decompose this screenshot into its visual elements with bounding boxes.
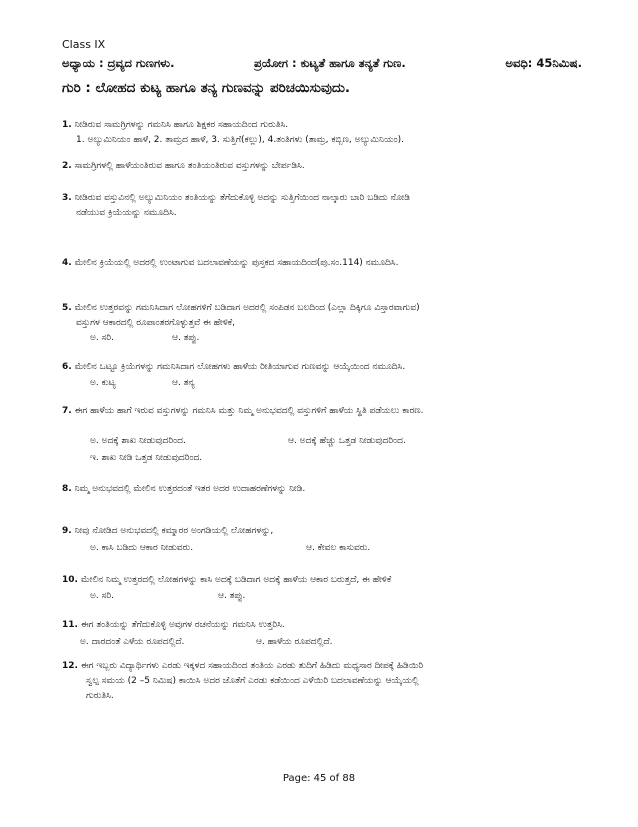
option-c[interactable]: ಇ. ಶಾಖ ನೀಡಿ ಒತ್ತಡ ನೀಡುವುದರಿಂದ. <box>90 453 203 463</box>
question-text: ನೀಡಿರುವ ವಸ್ತುವಿನಲ್ಲಿ ಅಲ್ಯುಮಿನಿಯಂ ತಂತಿಯನ್ನು ತೆಗೆದುಕೊಳ್ಳಿ ಅದನ್ನು ಸುತ್ತಿಗೆಯಿಂದ ನಾಲ್ಕಾರು ಬಾರಿ ಬಡಿದು ನೋಡಿ <box>74 193 410 203</box>
question-text: ಈಗ ಹಾಳೆಯ ಹಾಗೆ ಇರುವ ವಸ್ತುಗಳನ್ನು ಗಮನಿಸಿ ಮತ್ತು ನಿಮ್ಮ ಅನುಭವದಲ್ಲಿ ವಸ್ತುಗಳಿಗೆ ಹಾಳೆಯ ಸ್ಥಿತಿ ಪಡೆಯಲು ಕಾರಣ. <box>74 406 424 416</box>
page-footer: Page: 45 of 88 <box>282 773 356 784</box>
option-a[interactable]: ಅ. ಸರಿ. <box>90 591 115 601</box>
question-continuation: ನಡೆಯುವ ಕ್ರಿಯೆಯನ್ನು ನಮೂದಿಸಿ. <box>76 208 177 218</box>
question-text: ಮೇಲಿನ ಕ್ರಿಯೆಯಲ್ಲಿ ಅದರಲ್ಲಿ ಉಂಟಾಗುವ ಬದಲಾವಣೆಯನ್ನು ಪುಸ್ತಕದ ಸಹಾಯದಿಂದ(ಪು.ಸಂ.114) ನಮೂದಿಸಿ. <box>74 258 399 268</box>
question-continuation: ಗುರುತಿಸಿ. <box>86 691 114 701</box>
option-b[interactable]: ಆ. ತಪ್ಪು. <box>218 591 246 601</box>
question-number: 8. <box>62 484 72 494</box>
option-a[interactable]: ಅ. ಕುಟ್ಯ <box>90 378 116 388</box>
question-6 <box>62 360 586 375</box>
option-a[interactable]: ಅ. ಅದಕ್ಕೆ ಶಾಖ ನೀಡುವುದರಿಂದ. <box>90 436 186 446</box>
question-1 <box>62 118 586 148</box>
option-b[interactable]: ಆ. ಅದಕ್ಕೆ ಹೆಚ್ಚು ಒತ್ತಡ ನೀಡುವುದರಿಂದ. <box>288 436 406 446</box>
question-3 <box>62 191 586 221</box>
duration: ಅವಧಿ: 45ನಿಮಿಷ. <box>505 56 582 70</box>
question-8 <box>62 482 586 497</box>
question-number: 1. <box>62 120 72 130</box>
question-4 <box>62 256 586 271</box>
question-12 <box>62 659 586 704</box>
option-b[interactable]: ಆ. ಹಾಳೆಯ ರೂಪದಲ್ಲಿದೆ. <box>256 637 333 647</box>
question-text: ನೀಡಿರುವ ಸಾಮಗ್ರಿಗಳನ್ನು ಗಮನಿಸಿ ಹಾಗೂ ಶಿಕ್ಷಕರ ಸಹಾಯದಿಂದ ಗುರುತಿಸಿ. <box>74 120 289 130</box>
question-text: ನೀವು ನೋಡಿದ ಅನುಭವದಲ್ಲಿ ಕಮ್ಮಾರರ ಅಂಗಡಿಯಲ್ಲಿ ಲೋಹಗಳನ್ನು, <box>74 526 274 536</box>
question-number: 11. <box>62 620 78 630</box>
question-7 <box>62 404 586 419</box>
materials-list: 1. ಅಲ್ಯುಮಿನಿಯಂ ಹಾಳೆ, 2. ತಾಮ್ರದ ಹಾಳೆ, 3. ಸುತ್ತಿಗೆ(ಕಲ್ಲು), 4.ತಂತಿಗಳು (ತಾಮ್ರ, ಕಬ್ಬಿಣ, ಅಲ್ಯುಮಿನಿಯಂ). <box>76 135 405 145</box>
class-label: Class IX <box>62 38 106 51</box>
question-10 <box>62 573 586 588</box>
option-b[interactable]: ಆ. ಕೇವಲ ಕಾಸುವರು. <box>306 543 371 553</box>
question-text: ಈಗ ಇಬ್ಬರು ವಿದ್ಯಾರ್ಥಿಗಳು ಎರಡು ಇಕ್ಕಳದ ಸಹಾಯದಿಂದ ತಂತಿಯ ಎರಡು ತುದಿಗೆ ಹಿಡಿದು ಮಧ್ಯಸಾರ ದೀಪಕ್ಕೆ ಹಿಡಿಯಿರಿ <box>80 661 424 671</box>
option-b[interactable]: ಆ. ತಪ್ಪು. <box>172 333 200 343</box>
chapter-title: ಅಧ್ಯಾಯ : ದ್ರವ್ಯದ ಗುಣಗಳು. <box>62 56 175 70</box>
question-text: ಮೇಲಿನ ಉತ್ತರವನ್ನು ಗಮನಿಸಿದಾಗ ಲೋಹಗಳಿಗೆ ಬಡಿದಾಗ ಅದರಲ್ಲಿ ಸಂಪಿಡನ ಬಲದಿಂದ (ಎಲ್ಲಾ ದಿಕ್ಕಿಗೂ ವಿಸ್ತಾರವಾಗುವ) <box>74 303 420 313</box>
question-number: 3. <box>62 193 72 203</box>
question-text: ಈಗ ತಂತಿಯನ್ನು ತೆಗೆದುಕೊಳ್ಳಿ ಅವುಗಳ ರಚನೆಯನ್ನು ಗಮನಿಸಿ ಉತ್ತರಿಸಿ. <box>80 620 285 630</box>
question-2 <box>62 159 586 174</box>
question-11 <box>62 618 586 633</box>
question-number: 2. <box>62 161 72 171</box>
question-text: ಸಾಮಗ್ರಿಗಳಲ್ಲಿ ಹಾಳೆಯಂತಿರುವ ಹಾಗೂ ತಂತಿಯಂತಿರುವ ವಸ್ತುಗಳನ್ನು ಬೇರ್ಪಡಿಸಿ. <box>74 161 305 171</box>
question-number: 9. <box>62 526 72 536</box>
question-text: ಮೇಲಿನ ಒಟ್ಟೂ ಕ್ರಿಯೆಗಳನ್ನು ಗಮನಿಸಿದಾಗ ಲೋಹಗಳು ಹಾಳೆಯ ರೀತಿಯಾಗುವ ಗುಣವನ್ನು ಆಯ್ಕೆಯಿಂದ ನಮೂದಿಸಿ. <box>74 362 406 372</box>
question-number: 4. <box>62 258 72 268</box>
option-a[interactable]: ಅ. ಕಾಸಿ ಬಡಿದು ಆಕಾರ ನೀಡುವರು. <box>90 543 194 553</box>
question-number: 7. <box>62 406 72 416</box>
option-b[interactable]: ಆ. ತನ್ಯ <box>172 378 195 388</box>
question-continuation: ವಸ್ತುಗಳ ಆಕಾರದಲ್ಲಿ ರೂಪಾಂತರಗೊಳ್ಳುತ್ತವೆ ಈ ಹೇಳಿಕೆ, <box>76 318 236 328</box>
option-a[interactable]: ಅ. ಸರಿ. <box>90 333 115 343</box>
option-a[interactable]: ಅ. ದಾರದಂತೆ ಎಳೆಯ ರೂಪದಲ್ಲಿದೆ. <box>80 637 185 647</box>
question-5 <box>62 301 586 331</box>
question-number: 6. <box>62 362 72 372</box>
question-number: 12. <box>62 661 78 671</box>
header-row <box>62 56 582 76</box>
aim-heading: ಗುರಿ : ಲೋಹದ ಕುಟ್ಯ ಹಾಗೂ ತನ್ಯ ಗುಣವನ್ನು ಪರಿಚಯಿಸುವುದು. <box>62 80 351 96</box>
question-text: ಮೇಲಿನ ನಿಮ್ಮ ಉತ್ತರದಲ್ಲಿ ಲೋಹಗಳನ್ನು ಕಾಸಿ ಅದಕ್ಕೆ ಬಡಿದಾಗ ಅದಕ್ಕೆ ಹಾಳೆಯ ಆಕಾರ ಬರುತ್ತದೆ, ಈ ಹೇಳಿಕೆ <box>80 575 392 585</box>
question-continuation: ಸ್ವಲ್ಪ ಸಮಯ (2 –5 ನಿಮಿಷ) ಕಾಯಿಸಿ ಅದರ ಜೊತೆಗೆ ಎರಡು ಕಡೆಯಿಂದ ಎಳೆಯಿರಿ ಬದಲಾವಣೆಯನ್ನು ಆಯ್ಕೆಯಲ್ಲಿ <box>86 676 419 686</box>
question-text: ನಿಮ್ಮ ಅನುಭವದಲ್ಲಿ ಮೇಲಿನ ಉತ್ತರದಂತೆ ಇತರ ಅದರ ಉದಾಹರಣೆಗಳನ್ನು ನೀಡಿ. <box>74 484 306 494</box>
question-number: 5. <box>62 303 72 313</box>
experiment-title: ಪ್ರಯೋಗ : ಕುಟ್ಯತೆ ಹಾಗೂ ತನ್ಯತೆ ಗುಣ. <box>254 56 406 70</box>
question-number: 10. <box>62 575 78 585</box>
question-9 <box>62 524 586 539</box>
